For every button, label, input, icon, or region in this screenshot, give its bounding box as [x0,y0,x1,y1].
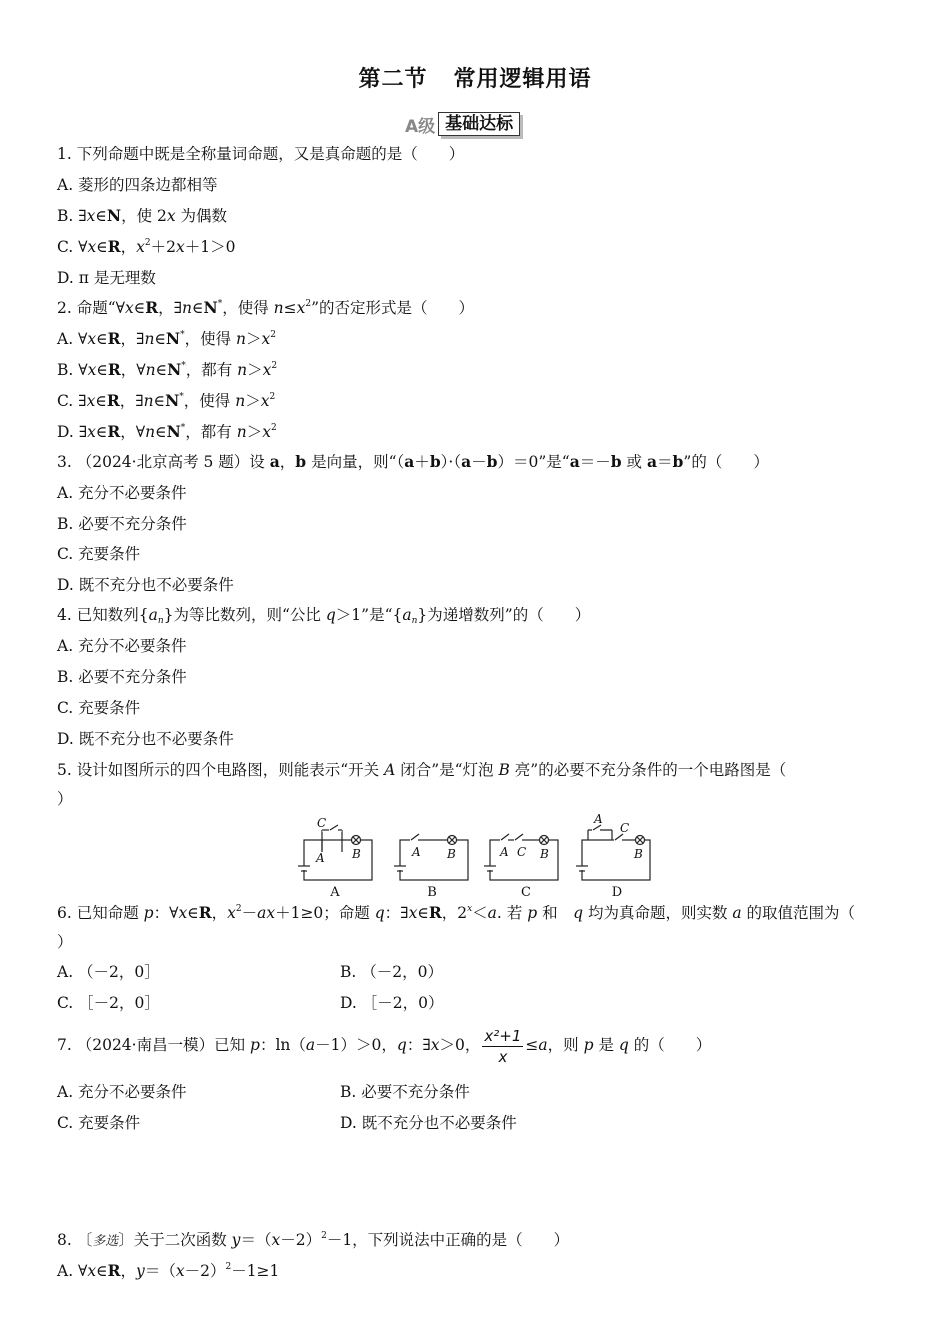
svg-text:B: B [447,847,456,861]
svg-text:A: A [316,851,325,865]
circuit-b [394,834,468,880]
q3-option-a: A. 充分不必要条件 [57,484,187,502]
level-badge [405,112,520,136]
circuit-diagrams [292,812,662,902]
q7-fraction: $\frac{\text{x²+1}}{x}$ [484,1026,522,1066]
svg-text:B: B [352,847,361,861]
q2-option-c: C. ∃x∈R，∃n∈N*，使得 $n>x^2$ [57,391,276,410]
q4-option-c: C. 充要条件 [57,699,141,717]
q7-stem: 7. （2024·南昌一模）已知 p：ln（a－1）＞0，q：∃x＞0， $\frac{\text{x²+1}}{x}$ ≤a，则 p 是 q 的（ ） [57,1026,712,1066]
q1-option-c: C. ∀x∈R，$x^2+2x+1>0$ [57,237,236,256]
level-label: 基础达标 [438,112,520,136]
q8-option-a: A. ∀x∈R，$y=(x-2)^2-1\ge 1$ [57,1261,280,1280]
level-grade: A级 [405,116,436,137]
svg-text:A: A [594,812,603,826]
q2-option-a: A. ∀x∈R，∃n∈N*，使得 $n>x^2$ [57,329,277,348]
q7-option-d: D. 既不充分也不必要条件 [340,1114,517,1132]
multi-select-tag: 多选 [92,1234,119,1249]
q3-option-c: C. 充要条件 [57,545,141,563]
q4-option-d: D. 既不充分也不必要条件 [57,730,234,748]
svg-text:B: B [540,847,549,861]
q1-option-d: D. π 是无理数 [57,269,156,287]
circuit-label-d: D [611,885,623,900]
q6-option-b: B. （－2，0） [340,963,443,981]
q4-option-a: A. 充分不必要条件 [57,637,187,655]
q7-option-a: A. 充分不必要条件 [57,1083,187,1101]
q6-stem-close: ） [57,933,73,951]
circuit-label-a: A [330,885,340,900]
q1-option-a: A. 菱形的四条边都相等 [57,176,218,194]
q4-stem: 4. 已知数列$\{a_n\}$为等比数列，则“公比 q＞1”是“$\{a_n\}$为递增数列”的（ ） [57,606,591,626]
q1-stem: 1. 下列命题中既是全称量词命题，又是真命题的是（ ） [57,145,465,163]
svg-text:A: A [412,845,421,859]
q2-stem: 2. 命题“∀x∈R，∃n∈N*，使得 $n\le x^2$”的否定形式是（ ） [57,298,475,317]
q3-option-d: D. 既不充分也不必要条件 [57,576,234,594]
q5-stem-close: ） [57,790,73,808]
q1-option-b: B. ∃x∈N，使 2x 为偶数 [57,206,228,225]
q6-option-a: A. （－2，0］ [57,963,160,981]
svg-text:C: C [517,845,527,859]
svg-text:B: B [634,847,643,861]
circuit-a [298,825,372,880]
q6-option-d: D. ［－2，0） [340,994,444,1012]
q5-stem: 5. 设计如图所示的四个电路图，则能表示“开关 A 闭合”是“灯泡 B 亮”的必要不充分条件的一个电路图是（ [57,761,787,779]
q2-option-d: D. ∃x∈R，∀n∈N*，都有 $n>x^2$ [57,422,277,441]
svg-text:C: C [317,816,327,830]
q8-stem: 8. 〔多选〕关于二次函数 $y=(x-2)^2-1$，下列说法中正确的是（ ） [57,1231,570,1249]
q3-stem: 3. （2024·北京高考 5 题）设 a，b 是向量，则“（a＋b）·（a－b）＝0”是“a＝－b 或 a＝b”的（ ） [57,452,769,471]
q6-stem: 6. 已知命题 p：∀x∈R，$x^2-ax+1\ge 0$；命题 q：∃x∈R，$2^x<a$. 若 p 和 q 均为真命题，则实数 a 的取值范围为（ [57,903,856,922]
q7-option-b: B. 必要不充分条件 [340,1083,470,1101]
q7-option-c: C. 充要条件 [57,1114,141,1132]
circuit-label-b: B [427,885,437,900]
q6-option-c: C. ［－2，0］ [57,994,160,1012]
q2-option-b: B. ∀x∈R，∀n∈N*，都有 $n>x^2$ [57,360,278,379]
section-title: 第二节 常用逻辑用语 [358,67,592,92]
q3-option-b: B. 必要不充分条件 [57,515,187,533]
circuit-label-c: C [521,885,531,900]
svg-text:C: C [620,821,630,835]
q4-option-b: B. 必要不充分条件 [57,668,187,686]
svg-text:A: A [500,845,509,859]
